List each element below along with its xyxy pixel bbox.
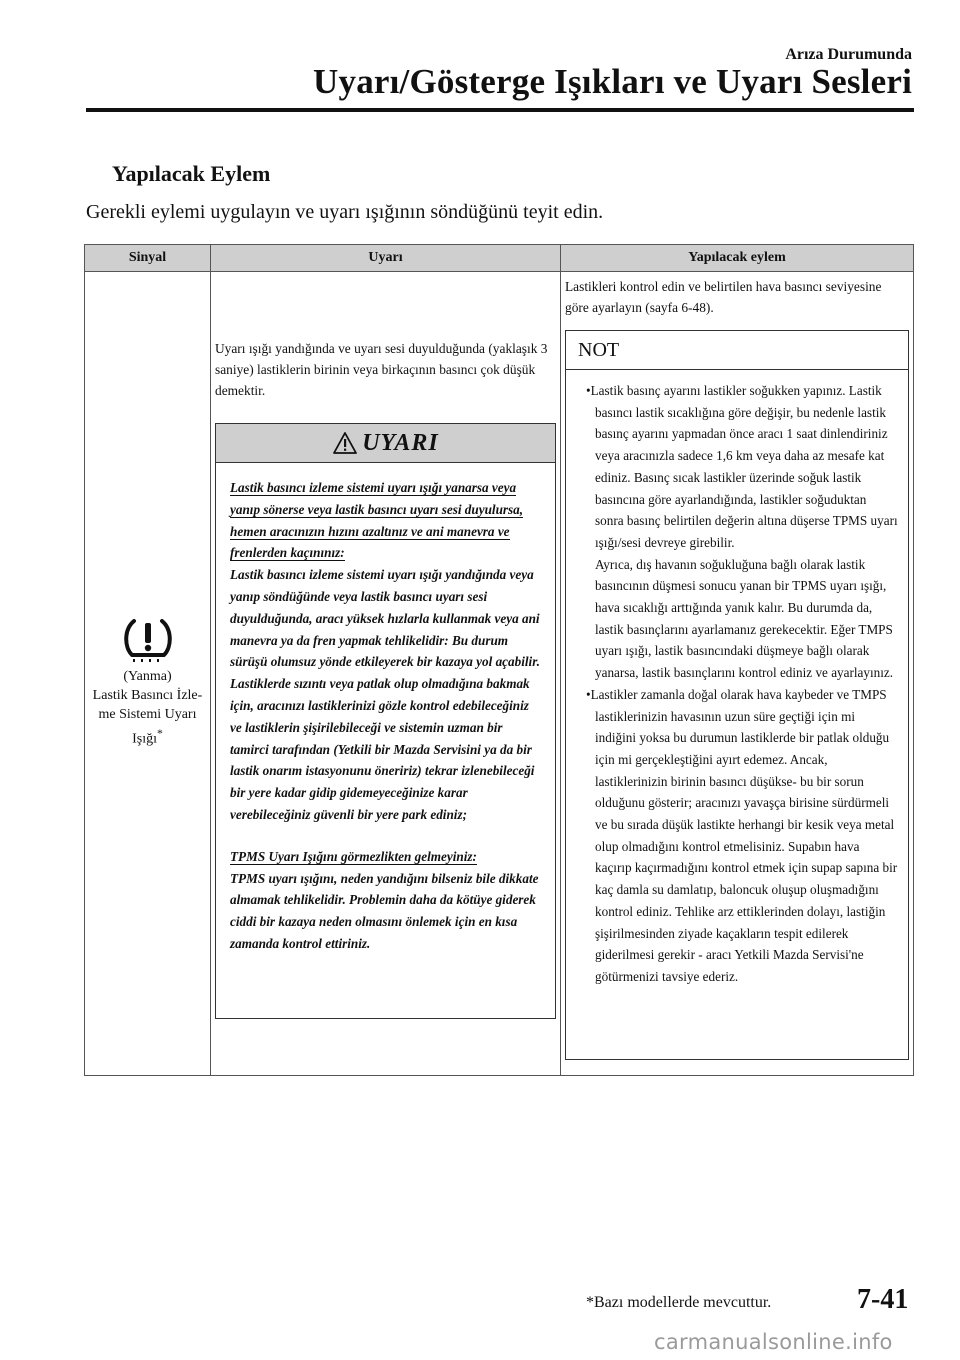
not-body <box>566 370 908 988</box>
watermark: carmanualsonline.info <box>654 1330 893 1354</box>
signal-cell <box>85 272 211 1076</box>
chapter-label: Arıza Durumunda <box>785 46 912 63</box>
list-item: •Lastik basınç ayarını lastikler soğukken yapınız. Lastik basıncı lastik sıcaklığına göre değişir, bu nedenle lastik basınç ayarını yapmadan önce aracı 1 saat dinlendiriniz veya aracınızla sadece 1,6 km veya daha az mesafe kat ediniz. Basınç sıcak lastikler üzerinde soğuk lastik basıncına göre ayarlandığında, lastikler soğuduktan sonra basınç belirtilen değerin altına düşerse TPMS uyarı ışığı/sesi devreye girebilir. <box>586 383 898 550</box>
warning-cell <box>211 272 561 1076</box>
table-row <box>85 272 914 1076</box>
section-title: Yapılacak Eylem <box>112 161 271 186</box>
signal-name-line: Lastik Basıncı İzle- <box>92 688 203 703</box>
tire-pressure-warning-icon <box>120 617 176 663</box>
list-item: •Lastikler zamanla doğal olarak hava kaybeder ve TMPS lastiklerinizin havasının uzun süre geçtiği için mi indiğini yoksa bu durumun lastiklerde bir patlak olduğu için mi gerçekleştiğini ayırt edemez. Ancak, lastiklerinizin birinin basıncı düşükse- bu bir sorun olduğunu gösterir; aracınızı yavaşça birisine sürdürmeli ve bu sırada düşük lastikte herhangi bir kesik veya metal olup olmadığını kontrol etmelisiniz. Supabın hava kaçırıp kaçırmadığını kontrol etmek için supap sapına bir kaç damla su damlatıp, baloncuk oluşup oluşmadığını kontrol ediniz. Tehlike arz ettiklerinden dolayı, lastiğin şişirilmesinden ziyade kaçakların tespit edilerek giderilmesi gerekir - aracı Yetkili Mazda Servisi'ne götürmenizi tavsiye ederiz. <box>586 686 898 984</box>
signal-state: (Yanma) <box>123 669 172 684</box>
uyari-paragraph: Lastik basıncı izleme sistemi uyarı ışığı yandığında veya yanıp söndüğünde veya lastik basıncı uyarı sesi duyulduğunda, aracı yüksek hızlarla kullanmak veya ani manevra ya da fren yapmak tehlikelidir: Bu durum sürüşü olumsuz yönde etkileyerek bir kazaya yol açabilir. <box>230 567 540 670</box>
footnote: *Bazı modellerde mevcuttur. <box>586 1294 772 1311</box>
intro-text: Gerekli eylemi uygulayın ve uyarı ışığının söndüğünü teyit edin. <box>86 201 604 223</box>
table-header-row <box>85 245 914 272</box>
uyari-paragraph: Lastiklerde sızıntı veya patlak olup olmadığına bakmak için, aracınızı lastiklerinizi gözle kontrol edebileceğiniz ve lastiklerin şişirilebileceği ve sistemin uzman bir tamirci tarafından (Yetkili bir Mazda Servisini ya da bir lastik onarım istasyonunu öneririz) tekrar izlenebileceği bir yere kadar gidip gidemeyeceğinize karar verebileceğiniz güvenli bir yere park ediniz; <box>230 676 535 822</box>
signal-name-line: me Sistemi Uyarı <box>98 707 197 722</box>
warning-table <box>84 244 914 1076</box>
header-rule <box>86 108 914 112</box>
action-cell <box>561 272 914 1076</box>
uyari-heading: Lastik basıncı izleme sistemi uyarı ışığı yanarsa veya yanıp sönerse veya lastik basıncı uyarı sesi duyulursa, hemen aracınızın hızını azaltınız ve ani manevra ve frenlerden kaçınınız: <box>230 480 524 561</box>
not-box <box>565 330 909 1060</box>
uyari-heading: TPMS Uyarı Işığını görmezlikten gelmeyiniz: <box>230 848 477 864</box>
not-title: NOT <box>566 331 908 370</box>
list-item-continuation: Ayrıca, dış havanın soğukluğuna bağlı olarak lastik basıncının düşmesi sonucu yanan bir TPMS uyarı ışığı, hava sıcaklığı arttığında yanık kalır. Bu durumda da, lastik basınçlarını ayarlamanız gerekecektir. Eğer TMPS uyarı ışığı, lastik basıncındaki düşmeye bağlı olarak yanarsa, lastik basınçlarını kontrol ediniz ve ayarlayınız. <box>595 556 894 681</box>
uyari-box <box>215 423 556 1019</box>
warning-triangle-icon <box>332 431 358 455</box>
action-text: Lastikleri kontrol edin ve belirtilen hava basıncı seviyesine göre ayarlayın (sayfa 6-48). <box>565 279 882 315</box>
signal-name-line: Işığı* <box>132 727 163 747</box>
signal-description <box>85 617 210 749</box>
uyari-header <box>216 424 555 463</box>
footnote-marker: * <box>157 727 163 740</box>
column-header-signal: Sinyal <box>85 245 211 272</box>
column-header-action: Yapılacak eylem <box>561 245 914 272</box>
uyari-title: UYARI <box>362 429 439 456</box>
page-number: 7-41 <box>857 1284 909 1315</box>
uyari-paragraph: TPMS uyarı ışığını, neden yandığını bilseniz bile dikkate almamak tehlikelidir. Problemin daha da kötüye giderek ciddi bir kazaya neden olmasını önlemek için en kısa zamanda kontrol ettiriniz. <box>230 870 539 951</box>
page-title: Uyarı/Gösterge Işıkları ve Uyarı Sesleri <box>313 62 912 101</box>
warning-text: Uyarı ışığı yandığında ve uyarı sesi duyulduğunda (yaklaşık 3 saniye) lastiklerin birinin veya birkaçının basıncı çok düşük demektir. <box>215 341 548 398</box>
uyari-body <box>216 463 555 955</box>
column-header-warning: Uyarı <box>211 245 561 272</box>
